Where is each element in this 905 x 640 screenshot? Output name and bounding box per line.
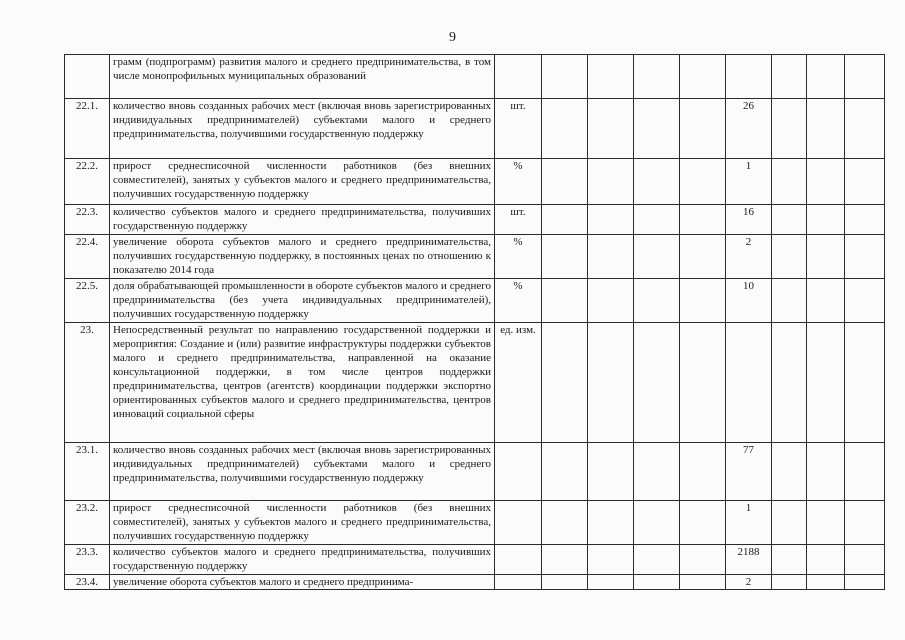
row-unit: [495, 545, 542, 575]
row-text: увеличение оборота субъектов малого и среднего предпринимательства, получивших государственную поддержку, в постоянных ценах по отношению к показателю 2014 года: [110, 235, 495, 279]
row-unit: %: [495, 279, 542, 323]
row-unit: %: [495, 159, 542, 205]
table-row: [65, 205, 885, 235]
row-number: 23.4.: [65, 575, 110, 590]
row-text: количество субъектов малого и среднего предпринимательства, получивших государственную поддержку: [110, 205, 495, 235]
row-text: количество субъектов малого и среднего предпринимательства, получивших государственную поддержку: [110, 545, 495, 575]
row-unit: [495, 575, 542, 590]
row-text: Непосредственный результат по направлению государственной поддержки и мероприятия: Создание и (или) развитие инфраструктуры поддержки субъектов малого и среднего предпринимательства, направленной на оказание консультационной поддержки, в том числе центров поддержки предпринимательства, центров (агентств) координации поддержки экспортно ориентированных субъектов малого и среднего предпринимательства, центров инноваций социальной сферы: [110, 323, 495, 443]
row-text: количество вновь созданных рабочих мест (включая вновь зарегистрированных индивидуальных предпринимателей) субъектами малого и среднего предпринимательства, получившими государственную поддержку: [110, 443, 495, 501]
table-row: [65, 323, 885, 443]
row-number: 22.1.: [65, 99, 110, 159]
row-text: прирост среднесписочной численности работников (без внешних совместителей), занятых у субъектов малого и среднего предпринимательства, получивших государственную поддержку: [110, 159, 495, 205]
row-value: 1: [726, 159, 772, 205]
row-value: 2: [726, 235, 772, 279]
row-text: количество вновь созданных рабочих мест (включая вновь зарегистрированных индивидуальных предпринимателей) субъектами малого и среднего предпринимательства, получившими государственную поддержку: [110, 99, 495, 159]
table-row: [65, 99, 885, 159]
table-row: [65, 235, 885, 279]
row-text: грамм (подпрограмм) развития малого и среднего предпринимательства, в том числе монопрофильных муниципальных образований: [110, 55, 495, 99]
row-number: 22.3.: [65, 205, 110, 235]
row-value: 26: [726, 99, 772, 159]
row-unit: %: [495, 235, 542, 279]
row-unit: [495, 55, 542, 99]
row-value: [726, 323, 772, 443]
row-unit: шт.: [495, 205, 542, 235]
table-row: [65, 159, 885, 205]
indicator-table: [64, 54, 885, 590]
row-unit: [495, 501, 542, 545]
row-value: 10: [726, 279, 772, 323]
row-text: прирост среднесписочной численности работников (без внешних совместителей), занятых у субъектов малого и среднего предпринимательства, получивших государственную поддержку: [110, 501, 495, 545]
row-value: [726, 55, 772, 99]
row-number: 22.2.: [65, 159, 110, 205]
row-value: 2: [726, 575, 772, 590]
table-row: [65, 501, 885, 545]
row-unit: шт.: [495, 99, 542, 159]
row-number: 23.2.: [65, 501, 110, 545]
page-number: 9: [449, 30, 456, 45]
row-number: 23.3.: [65, 545, 110, 575]
row-value: 16: [726, 205, 772, 235]
table-row: [65, 575, 885, 590]
table-row: [65, 545, 885, 575]
table-row: [65, 279, 885, 323]
row-unit: [495, 443, 542, 501]
table-row: [65, 443, 885, 501]
row-number: 22.4.: [65, 235, 110, 279]
row-number: 23.: [65, 323, 110, 443]
row-unit: ед. изм.: [495, 323, 542, 443]
row-value: 1: [726, 501, 772, 545]
row-number: [65, 55, 110, 99]
row-text: увеличение оборота субъектов малого и среднего предпринима-: [110, 575, 495, 590]
row-number: 23.1.: [65, 443, 110, 501]
row-number: 22.5.: [65, 279, 110, 323]
row-value: 77: [726, 443, 772, 501]
row-text: доля обрабатывающей промышленности в обороте субъектов малого и среднего предпринимательства (без учета индивидуальных предпринимателей), получивших государственную поддержку: [110, 279, 495, 323]
row-value: 2188: [726, 545, 772, 575]
table-row: [65, 55, 885, 99]
